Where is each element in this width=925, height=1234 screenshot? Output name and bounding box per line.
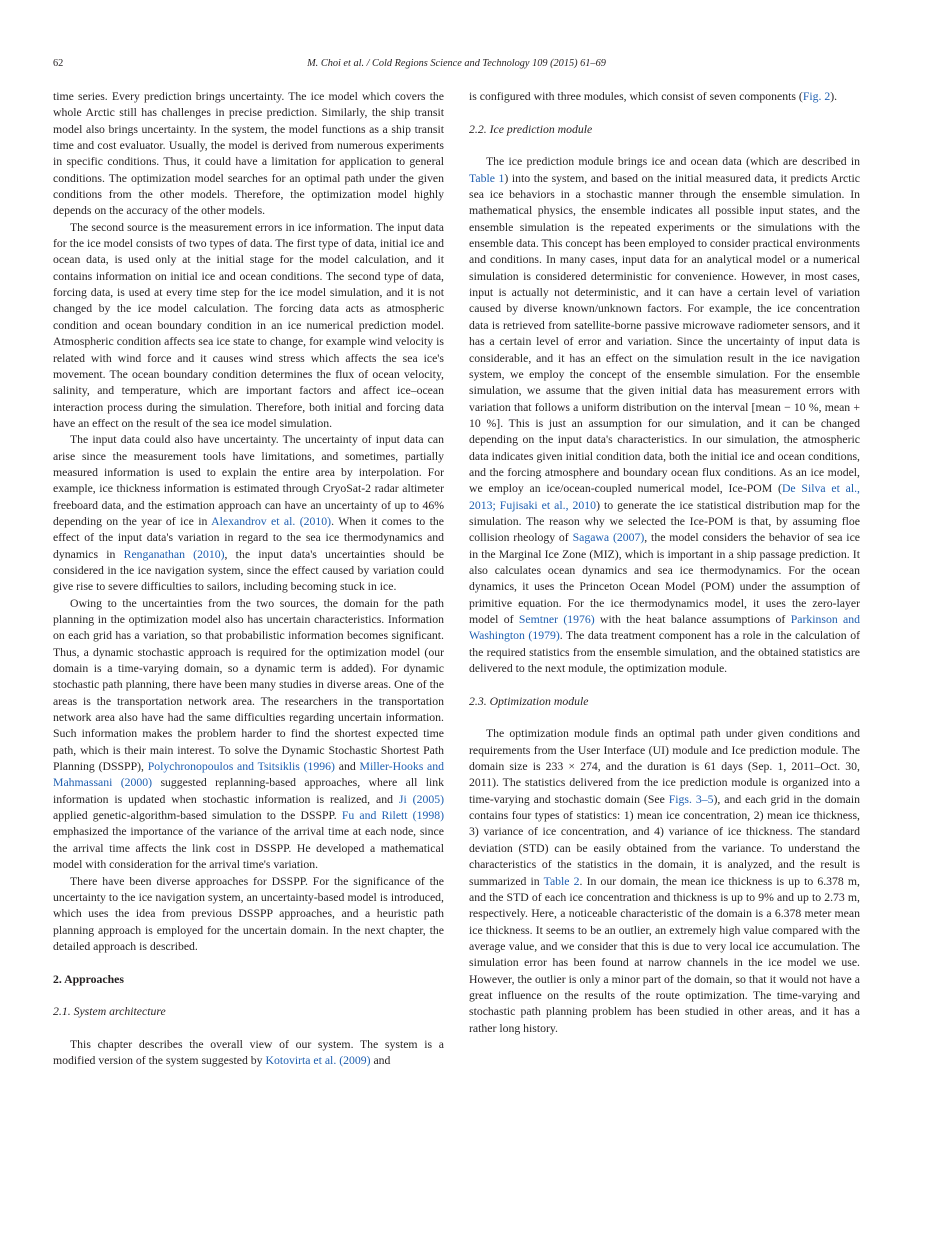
paragraph: The ice prediction module brings ice and ocean data (which are described in Table 1) into the system, and based on the initial measured data, it predicts Arctic sea ice behaviors in a stochastic manner through the ensemble simulation. In mathematical physics, the ensemble indicates all possible input states, and the ensemble simulation is the repeated experiments or the simulations with the ensemble data. This concept has been employed to consider practical environments and conditions. In many cases, input data for an analytical model or a numerical simulation is considered deterministic for convenience. However, in most cases, input is actually not deterministic, and it can have a certain level of variation caused by diverse known/unknown factors. For example, the ice concentration data is retrieved from satellite-borne passive microwave radiometer sensors, and it has a certain level of error and variation. Since the uncertainty of input data is considerable, and it has an effect on the simulation result in the ice navigation system, we employ the concept of the ensemble simulation. For the ensemble simulation, we assume that the given initial data has measurement errors with variation that follows a uniform distribution on the interval [mean − 10 %, mean + 10 %]. This is just an assumption for our simulation, and it can be changed depending on the input data's characteristics. In our simulation, the atmospheric data indicates given initial condition data, both the initial ice and ocean conditions, and the forcing atmosphere and boundary ocean flux conditions. As an ice model, we employ an ice/ocean-coupled numerical model, Ice-POM (De Silva et al., 2013; Fujisaki et al., 2010) to generate the ice statistical distribution map for the simulation. The reason why we selected the Ice-POM is that, by assuming floe collision rheology of Sagawa (2007), the model considers the behavior of sea ice in the Marginal Ice Zone (MIZ), which is important in a ship passage prediction. It also calculates ocean dynamics and sea ice thermodynamics. For the ocean dynamics, it uses the Princeton Ocean Model (POM) under the assumption of primitive equation. For the ice thermodynamics model, it uses the zero-layer model of Semtner (1976) with the heat balance assumptions of Parkinson and Washington (1979). The data treatment component has a role in the calculation of the required statistics from the ensemble simulation, and the obtained statistics are delivered to the next module, the optimization module. [469,155,860,676]
table-link[interactable]: Table 2 [543,874,580,888]
paragraph: The input data could also have uncertainty. The uncertainty of input data can arise since the measurement tools have limitations, and sometimes, partially measured information is used to explain the entire area by interpolation. For example, ice thickness information is estimated through CryoSat-2 radar altimeter freeboard data, and the estimation approach can have an uncertainty of up to 46% depending on the year of ice in Alexandrov et al. (2010). When it comes to the effect of the input data's variation in regard to the sea ice thermodynamics and dynamics in Renganathan (2010), the input data's uncertainties should be considered in the ice navigation system, since the effect caused by variation could give rise to severe difficulties to sailors, including becoming stuck in ice. [53,433,445,594]
citation-link[interactable]: Kotovirta et al. (2009) [265,1054,371,1068]
citation-link[interactable]: Miller-Hooks and Mahmassani (2000) [53,760,445,790]
paragraph: This chapter describes the overall view of our system. The system is a modified version of the system suggested by Kotovirta et al. (2009) and [53,1037,444,1068]
paragraph: There have been diverse approaches for DSSPP. For the significance of the uncertainty to the ice navigation system, an uncertainty-based model is introduced, which uses the idea from previous DSSPP approaches, and a heuristic path planning approach is employed for the uncertain domain. In the next chapter, the detailed approach is described. [53,874,444,953]
right-column [469,89,860,1037]
figure-link[interactable]: Fig. 2 [802,90,831,103]
paragraph: Owing to the uncertainties from the two sources, the domain for the path planning in the optimization model also has uncertain characteristics. Information on each grid has a variation, so that probabilistic information becomes significant. Thus, a dynamic stochastic approach is required for the optimization model (our domain is a time-varying domain, so a dynamic term is added). For dynamic stochastic path planning, there have been many studies in diverse areas. One of the areas is the transportation network area. The researchers in the transportation network area also have had the same difficulties regarding uncertain information. Such information makes the problem harder to find the shortest expected time path, which is their main interest. To solve the Dynamic Stochastic Shortest Path Planning (DSSPP), Polychronopoulos and Tsitsiklis (1996) and Miller-Hooks and Mahmassani (2000) suggested replanning-based approaches, where all link information is updated when stochastic information is realized, and Ji (2005) applied genetic-algorithm-based simulation to the DSSPP. Fu and Rilett (1998) emphasized the importance of the variance of the arrival time at each node, since the arrival time affects the link cost in DSSPP. He developed a mathematical model with consideration for the arrival time's variation. [53,596,445,872]
paragraph: time series. Every prediction brings uncertainty. The ice model which covers the whole Arctic still has challenges in precise prediction. Similarly, the ship transit model also brings uncertainty. In the system, the model functions as a ship transit time and cost evaluator. Usually, the model is derived from numerous experiments in specific conditions. Thus, it could have a limitation for application to general conditions. The optimization model searches for an optimal path under the given conditions from the other models. Therefore, the optimization model highly depends on the accuracy of the other models. [53,90,444,218]
citation-link[interactable]: Ji (2005) [398,792,444,806]
paragraph: is configured with three modules, which consist of seven components (Fig. 2). [469,90,838,103]
paragraph: The second source is the measurement errors in ice information. The input data for the ice model consists of two types of data. The first type of data, initial ice and ocean data, is used only at the initial stage for the model calculation, and it contains information on initial ice and ocean conditions. The second type of data, forcing data, is used at every time step for the ice model simulation, and it is not changed by the ice model calculation. The forcing data acts as atmospheric condition and ocean boundary condition in an ice numerical prediction model. Atmospheric condition affects sea ice state to change, for example wind velocity is related with wind force and it causes wind stress which affects the sea ice's movement. The ocean boundary condition determines the flux of ocean velocity, salinity, and temperature, which are important factors and affect ice–ocean interaction process during the simulation. Therefore, both initial and forcing data have an effect on the result of the sea ice model simulation. [53,220,444,430]
table-link[interactable]: Table 1 [469,171,505,185]
left-column [53,89,444,1070]
citation-link[interactable]: Sagawa (2007) [572,531,645,545]
citation-link[interactable]: Polychronopoulos and Tsitsiklis (1996) [147,760,335,774]
citation-link[interactable]: Semtner (1976) [518,613,595,626]
subsection-heading: 2.3. Optimization module [469,694,589,708]
citation-link[interactable]: De Silva et al., 2013; Fujisaki et al., 2010 [469,482,860,512]
running-header [53,58,860,72]
paragraph: The optimization module finds an optimal path under given conditions and requirements from the User Interface (UI) module and Ice prediction module. The domain size is 233 × 274, and the duration is 61 days (Sep. 1, 2011–Oct. 30, 2011). The statistics delivered from the ice prediction module is organized into a time-varying and stochastic domain (See Figs. 3–5), and each grid in the domain contains four types of statistics: 1) mean ice concentration, 2) mean ice thickness, 3) variance of ice concentration, and 4) variance of ice thickness. The standard deviation (STD) can be easily obtained from the variance. To understand the characteristics of the statistics in the domain, it is analyzed, and the result is summarized in Table 2. In our domain, the mean ice thickness is up to 6.378 m, and the STD of each ice concentration and thickness is up to 9% and up to 2.73 m, respectively. Here, a noticeable characteristic of the domain is a 6.378 meter mean ice thickness. It seems to be an outlier, an extremely high value compared with the average value, and we consider that this is due to very local ice accumulation. The simulation error has been found at narrow channels in the ice model we use. However, the outlier is only a minor part of the domain, so that it would not have a great influence on the results of the route optimization. The time-varying and stochastic path planning problem has been studied in other areas, and it has a rather long history. [469,727,860,1035]
subsection-heading: 2.1. System architecture [53,1005,166,1019]
subsection-heading: 2.2. Ice prediction module [469,122,593,136]
page-number: 62 [53,58,64,69]
citation-link[interactable]: Fu and Rilett (1998) [341,809,445,823]
citation-link[interactable]: Parkinson and Washington (1979) [469,613,860,643]
journal-citation: M. Choi et al. / Cold Regions Science and Technology 109 (2015) 61–69 [307,58,606,69]
citation-link[interactable]: Alexandrov et al. (2010) [211,514,332,528]
figure-link[interactable]: Figs. 3–5 [668,792,714,806]
section-heading: 2. Approaches [53,972,124,986]
citation-link[interactable]: Renganathan (2010) [123,547,225,561]
